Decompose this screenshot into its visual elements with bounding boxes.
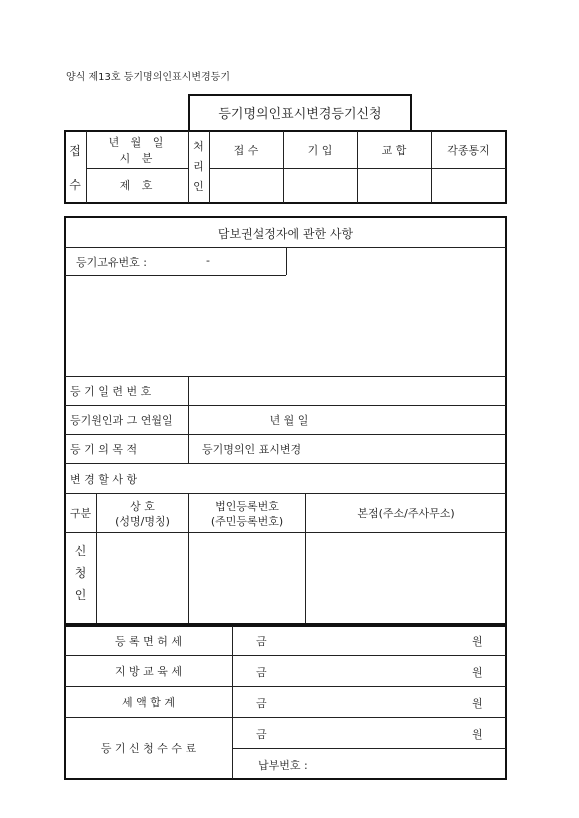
change-label: 변 경 할 사 항	[70, 472, 138, 486]
fee-total-label: 세 액 합 계	[122, 696, 175, 709]
fee-education-tax-label: 지 방 교 육 세	[114, 665, 183, 678]
col-address: 본점(주소/주사무소)	[357, 507, 455, 520]
reception-time-label: 시 분	[119, 152, 157, 165]
application-fee-unit: 원	[472, 728, 483, 741]
fee-education-tax-prefix: 금	[256, 666, 267, 679]
form-label: 양식 제13호 등기명의인표시변경등기	[66, 72, 230, 83]
fee-registration-tax-unit: 원	[472, 635, 483, 648]
col-check: 교 합	[381, 144, 407, 157]
reception-date-label: 년 월 일	[108, 136, 168, 149]
reg-number-label: 등기고유번호 :	[76, 256, 147, 269]
fee-registration-tax-label: 등 록 면 허 세	[114, 634, 183, 648]
col-notice: 각종통지	[447, 144, 490, 157]
section-title: 담보권설정자에 관한 사항	[217, 226, 354, 241]
col-reg-number: 법인등록번호 (주민등록번호)	[210, 500, 284, 528]
col-name: 상 호 (성명/명칭)	[115, 500, 170, 528]
purpose-label: 등 기 의 목 적	[70, 443, 138, 456]
page-title: 등기명의인표시변경등기신청	[218, 106, 382, 122]
reception-number-label: 제 호	[119, 179, 157, 192]
cause-date-value[interactable]: 년 월 일	[269, 414, 309, 427]
fee-registration-tax-prefix: 금	[256, 635, 267, 648]
processor-label: 처 리 인	[193, 140, 204, 193]
cause-label: 등기원인과 그 연월일	[70, 414, 173, 427]
fee-education-tax-unit: 원	[472, 666, 483, 679]
purpose-value: 등기명의인 표시변경	[202, 443, 302, 456]
application-fee-prefix: 금	[256, 728, 267, 741]
applicant-side-label: 신 청 인	[74, 544, 87, 602]
reception-label-bottom: 수	[69, 177, 81, 192]
col-entry: 기 입	[307, 144, 333, 157]
col-receipt: 접 수	[233, 144, 259, 157]
payment-number-label: 납부번호 :	[258, 759, 308, 772]
reception-label-top: 접	[69, 143, 81, 158]
serial-label: 등 기 일 련 번 호	[70, 385, 152, 398]
fee-total-unit: 원	[472, 697, 483, 710]
fee-total-prefix: 금	[256, 697, 267, 710]
reg-number-value[interactable]: -	[206, 254, 210, 267]
application-fee-label: 등 기 신 청 수 수 료	[100, 742, 197, 755]
col-gubun: 구분	[69, 507, 92, 520]
